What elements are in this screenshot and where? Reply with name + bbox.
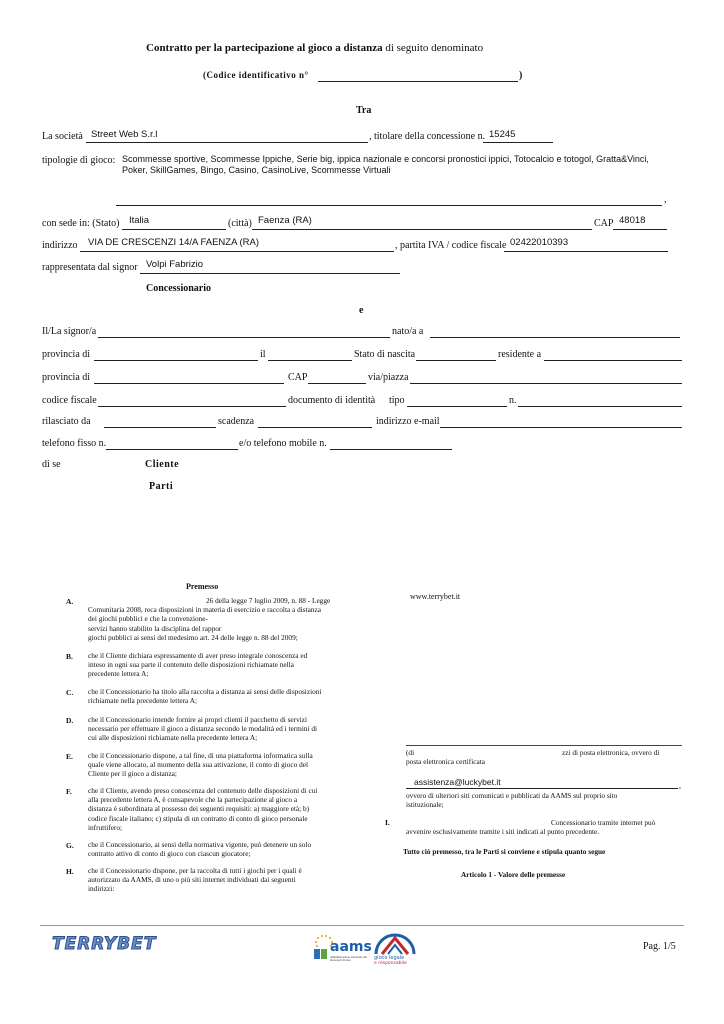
- code-field[interactable]: [318, 70, 518, 82]
- premessa-e-line: quale viene allocato, al momento della sua attivazione, il conto di gioco del: [88, 760, 309, 770]
- premessa-e: [88, 751, 363, 779]
- pec-line2: posta elettronica certificata: [406, 757, 486, 766]
- societa-label: La società: [42, 131, 83, 142]
- citta-label: (città): [228, 218, 252, 229]
- di-se-label: di se: [42, 459, 61, 470]
- footer-divider: [40, 925, 684, 926]
- premessa-d-letter: D.: [66, 716, 74, 725]
- premessa-b: [88, 651, 363, 679]
- premessa-e-line: che il Concessionario dispone, a tal fine, di una piattaforma informatica sulla: [88, 751, 313, 760]
- rappresentata-label: rappresentata dal signor: [42, 262, 138, 273]
- premessa-g: [88, 840, 363, 858]
- terrybet-logo-text: TERRYBET: [52, 934, 157, 954]
- premessa-e-letter: E.: [66, 752, 73, 761]
- premessa-d-line: cui alle disposizioni richiamate nella precedente lettera A;: [88, 733, 258, 743]
- premessa-f: [88, 786, 363, 832]
- gioco-legale-arc-icon: [372, 928, 418, 956]
- societa-value: Street Web S.r.l: [91, 129, 158, 140]
- n-label: n.: [509, 395, 517, 406]
- mobile-label: e/o telefono mobile n.: [239, 438, 327, 449]
- email-label: indirizzo e-mail: [376, 416, 440, 427]
- premessa-a-line: giochi pubblici ai sensi del medesimo art. 24 delle legge n. 88 del 2009;: [88, 632, 298, 642]
- premessa-h: [88, 866, 363, 894]
- gioco-legale-line1: gioco legale: [374, 955, 405, 961]
- articolo-1-title: Articolo 1 - Valore delle premesse: [461, 870, 566, 879]
- signor-label: Il/La signor/a: [42, 326, 97, 337]
- premessa-c-line: che il Concessionario ha titolo alla raccolta a distanza ai sensi delle disposizioni: [88, 687, 322, 696]
- telefono-field[interactable]: [106, 438, 238, 450]
- nato-label: nato/a a: [392, 326, 424, 337]
- premessa-b-line: inteso in ogni sua parte il contenuto delle disposizioni richiamate nella: [88, 660, 294, 670]
- premessa-h-line: che il Concessionario dispone, per la raccolta di tutti i giochi per i quali è: [88, 866, 302, 875]
- site-url[interactable]: www.terrybet.it: [410, 592, 461, 601]
- e-label: e: [359, 305, 364, 316]
- titolare-label: , titolare della concessione n.: [369, 131, 486, 142]
- premessa-f-line: infruttifero;: [88, 822, 123, 832]
- premessa-h-letter: H.: [66, 867, 74, 876]
- ovvero-line1: ovvero di ulteriori siti comunicati e pubblicati da AAMS sul proprio sito: [406, 791, 618, 800]
- premessa-g-line: contratto attivo di conto di gioco con ciascun giocatore;: [88, 849, 251, 859]
- cap-client-label: CAP: [288, 372, 308, 383]
- premessa-h-line: indirizzi:: [88, 884, 115, 894]
- stato-value: Italia: [129, 215, 150, 226]
- premessa-i-line1: Concessionario tramite internet può: [551, 818, 656, 827]
- premessa-c-line: richiamate nella precedente lettera A;: [88, 696, 197, 706]
- premesso-title: Premesso: [186, 582, 219, 591]
- premessa-c-letter: C.: [66, 688, 74, 697]
- email-field[interactable]: [440, 416, 682, 428]
- tipologie-line1: Scommesse sportive, Scommesse Ippiche, Serie big, ippica nazionale e concorsi pronostici ippici, Totocalcio e totogol, Gratta&Vinci,: [122, 154, 649, 164]
- provincia-field[interactable]: [94, 349, 258, 361]
- premessa-a-letter: A.: [66, 597, 74, 606]
- stato-nascita-field[interactable]: [416, 349, 496, 361]
- residente-label: residente a: [498, 349, 542, 360]
- pec-line[interactable]: [406, 745, 682, 746]
- gioco-legale-logo: [372, 928, 418, 968]
- piva-value: 02422010393: [510, 237, 569, 248]
- tipologie-extra-field[interactable]: [116, 194, 662, 206]
- nato-field[interactable]: [430, 326, 680, 338]
- premessa-f-line: codice fiscale italiano; c) stipula di un contratto di conto di gioco personale: [88, 813, 308, 823]
- premessa-d: [88, 715, 363, 743]
- tra-label: Tra: [356, 105, 372, 116]
- title-bold: Contratto per la partecipazione al gioco a distanza: [146, 42, 383, 54]
- sede-label: con sede in: (Stato): [42, 218, 120, 229]
- mobile-field[interactable]: [330, 438, 452, 450]
- rilasciato-label: rilasciato da: [42, 416, 91, 427]
- premessa-a-line: dei giochi pubblici e che la convenzione-: [88, 614, 208, 624]
- documento-label: documento di identità: [288, 395, 376, 406]
- parti-label: Parti: [149, 481, 174, 492]
- concessionario-label: Concessionario: [146, 283, 211, 294]
- data-nascita-field[interactable]: [268, 349, 352, 361]
- pec-di-label: (di: [406, 748, 415, 757]
- premessa-f-line: che il Cliente, avendo preso conoscenza del contenuto delle disposizioni di cui: [88, 786, 318, 795]
- gioco-legale-line2: e responsabile: [374, 961, 407, 966]
- premessa-a-line: servizi hanno stabilito la disciplina del rappor: [88, 623, 222, 633]
- cap-label: CAP: [594, 218, 614, 229]
- aams-subtext: amministrazione autonoma dei monopoli di stato: [330, 955, 367, 963]
- indirizzo-label: indirizzo: [42, 240, 78, 251]
- via-label: via/piazza: [368, 372, 409, 383]
- stato-nascita-label: Stato di nascita: [354, 349, 416, 360]
- piva-label: , partita IVA / codice fiscale: [395, 240, 507, 251]
- pec-email-value: assistenza@luckybet.it: [414, 777, 501, 787]
- premessa-g-line: che il Concessionario, ai sensi della normativa vigente, può detenere un solo: [88, 840, 312, 849]
- indirizzo-value: VIA DE CRESCENZI 14/A FAENZA (RA): [88, 237, 260, 248]
- il-label: il: [260, 349, 266, 360]
- page-number: Pag. 1/5: [643, 941, 676, 952]
- premessa-i-letter: I.: [385, 818, 390, 827]
- rappresentata-value: Volpi Fabrizio: [146, 259, 204, 270]
- contract-title: [146, 42, 483, 54]
- via-field[interactable]: [410, 372, 682, 384]
- signor-field[interactable]: [98, 326, 390, 338]
- premessa-i-line2: avvenire esclusivamente tramite i siti indicati al punto precedente.: [406, 827, 600, 836]
- tipologie-line2: Poker, SkillGames, Bingo, Casino, CasinoLive, Scommesse Virtuali: [122, 165, 391, 175]
- concessione-value: 15245: [489, 129, 516, 140]
- aams-text: aams: [330, 939, 372, 955]
- premessa-c: [88, 687, 363, 705]
- provincia2-label: provincia di: [42, 372, 91, 383]
- premessa-e-line: Cliente per il gioco a distanza;: [88, 769, 177, 779]
- pec-text: zzi di posta elettronica, ovvero di: [562, 748, 660, 757]
- documento-numero-field[interactable]: [518, 395, 682, 407]
- premessa-d-line: che il Concessionario intende fornire ai propri clienti il pacchetto di servizi: [88, 715, 308, 724]
- code-close: ): [519, 70, 523, 81]
- terrybet-logo: [52, 934, 156, 954]
- scadenza-label: scadenza: [218, 416, 255, 427]
- premessa-a: [88, 596, 363, 642]
- tutto-premesso: Tutto ciò premesso, tra le Parti si conviene e stipula quanto segue: [403, 847, 606, 856]
- provincia2-field[interactable]: [94, 372, 284, 384]
- cap-client-field[interactable]: [308, 372, 366, 384]
- premessa-b-line: precedente lettera A;: [88, 669, 149, 679]
- tipo-label: tipo: [389, 395, 405, 406]
- premessa-f-line: distanza è subordinata al possesso dei seguenti requisiti: a) maggiore età; b): [88, 804, 310, 814]
- cf-label: codice fiscale: [42, 395, 97, 406]
- scadenza-field[interactable]: [258, 416, 372, 428]
- cap-value: 48018: [619, 215, 646, 226]
- premessa-f-letter: F.: [66, 787, 72, 796]
- premessa-d-line: necessario per effettuare il gioco a distanza secondo le modalità ed i termini di: [88, 724, 318, 734]
- ovvero-line2: istituzionale;: [406, 800, 444, 809]
- citta-value: Faenza (RA): [258, 215, 312, 226]
- cliente-label: Cliente: [145, 459, 180, 470]
- telefono-label: telefono fisso n.: [42, 438, 107, 449]
- tipo-field[interactable]: [407, 395, 507, 407]
- cf-field[interactable]: [98, 395, 286, 407]
- rilasciato-field[interactable]: [104, 416, 216, 428]
- premessa-g-letter: G.: [66, 841, 74, 850]
- title-rest: di seguito denominato: [385, 42, 484, 54]
- premessa-h-line: autorizzato da AAMS, di uno o più siti internet individuati dai seguenti: [88, 875, 296, 885]
- premessa-a-line: Comunitaria 2008, reca disposizioni in materia di esercizio e raccolta a distanza: [88, 605, 322, 615]
- pec-comma: ,: [679, 781, 681, 790]
- premessa-a-line: 26 della legge 7 luglio 2009, n. 88 - Legge: [206, 596, 331, 605]
- tipologie-label: tipologie di gioco:: [42, 155, 116, 166]
- aams-logo: [312, 932, 370, 966]
- code-label: (Codice identificativo n°: [203, 70, 309, 80]
- premessa-b-line: che il Cliente dichiara espressamente di aver preso integrale conoscenza ed: [88, 651, 308, 660]
- provincia-label: provincia di: [42, 349, 91, 360]
- tipologie-comma: ,: [664, 194, 667, 205]
- premessa-f-line: alla precedente lettera A, è consapevole che la partecipazione al gioco a: [88, 795, 298, 805]
- residente-field[interactable]: [544, 349, 682, 361]
- premessa-b-letter: B.: [66, 652, 73, 661]
